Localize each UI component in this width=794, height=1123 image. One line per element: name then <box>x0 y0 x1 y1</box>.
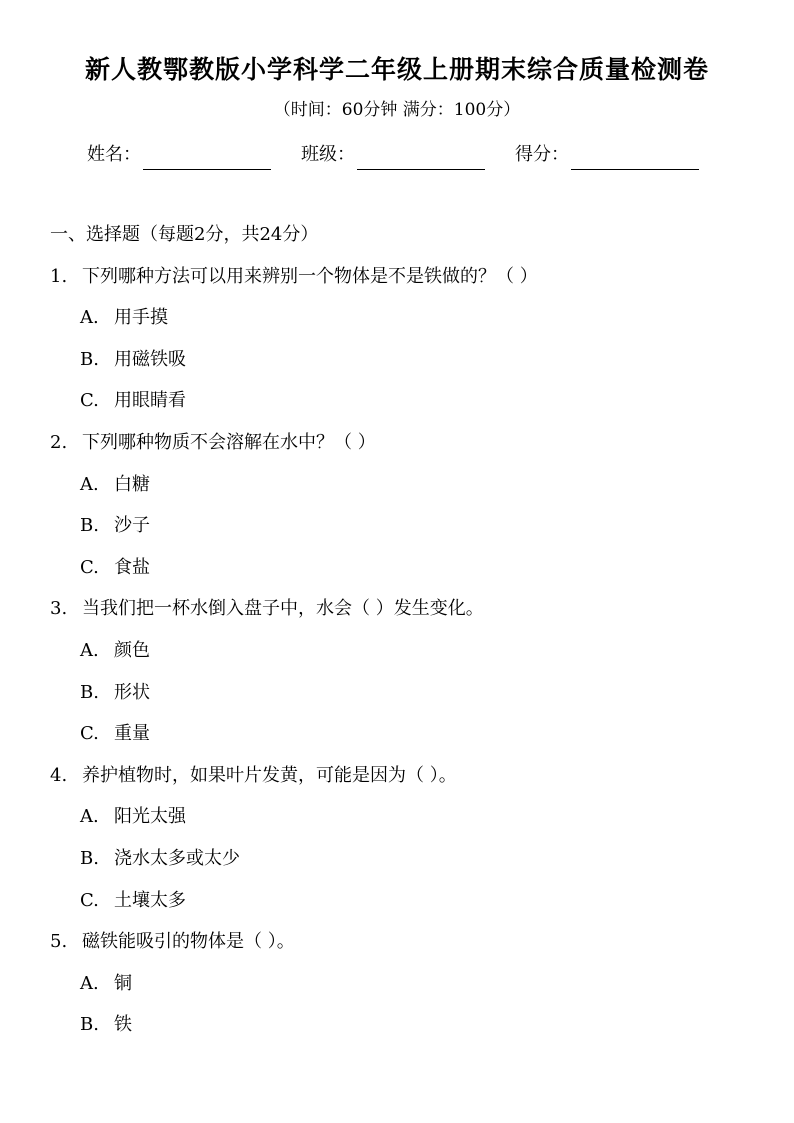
option-text: 土壤太多 <box>114 889 186 911</box>
question <box>50 426 750 468</box>
option-letter: A. <box>80 473 99 495</box>
score-blank[interactable] <box>571 149 699 170</box>
option[interactable] <box>50 551 750 593</box>
option-text: 形状 <box>114 681 150 703</box>
class-field-group <box>301 140 485 170</box>
name-field-group <box>87 140 271 170</box>
question-number: 1. <box>50 265 68 287</box>
question-number: 3. <box>50 598 68 620</box>
option-text: 重量 <box>114 723 150 745</box>
question <box>50 759 750 801</box>
option-text: 浇水太多或太少 <box>114 847 240 869</box>
option-text: 用磁铁吸 <box>114 348 186 370</box>
option[interactable] <box>50 717 750 759</box>
name-blank[interactable] <box>143 149 271 170</box>
name-label: 姓名： <box>87 144 141 165</box>
option-text: 阳光太强 <box>114 806 186 828</box>
question-text: 下列哪种物质不会溶解在水中？（ ） <box>82 431 376 453</box>
option[interactable] <box>50 384 750 426</box>
question-number: 4. <box>50 764 68 786</box>
option-letter: C. <box>80 889 99 911</box>
question-text: 磁铁能吸引的物体是（ ）。 <box>82 931 295 953</box>
option[interactable] <box>50 301 750 343</box>
question <box>50 592 750 634</box>
option-letter: B. <box>80 847 99 869</box>
option[interactable] <box>50 634 750 676</box>
option-text: 颜色 <box>114 639 150 661</box>
question-number: 5. <box>50 931 68 953</box>
question-text: 当我们把一杯水倒入盘子中，水会（ ）发生变化。 <box>82 598 484 620</box>
class-label: 班级： <box>301 144 355 165</box>
option-text: 白糖 <box>114 473 150 495</box>
option[interactable] <box>50 468 750 510</box>
option[interactable] <box>50 1008 750 1050</box>
option-text: 食盐 <box>114 556 150 578</box>
exam-content <box>50 218 750 1050</box>
option-text: 沙子 <box>114 515 150 537</box>
option-letter: C. <box>80 556 99 578</box>
student-info-row <box>87 140 727 172</box>
option-letter: C. <box>80 723 99 745</box>
option-letter: B. <box>80 348 99 370</box>
option-text: 用眼睛看 <box>114 390 186 412</box>
option-letter: A. <box>80 639 99 661</box>
option[interactable] <box>50 676 750 718</box>
option-text: 铜 <box>114 972 132 994</box>
option-letter: B. <box>80 1014 99 1036</box>
exam-subtitle: （时间：60分钟 满分：100分） <box>273 100 521 120</box>
score-field-group <box>515 140 699 170</box>
option-letter: A. <box>80 307 99 329</box>
option[interactable] <box>50 842 750 884</box>
question-text: 养护植物时，如果叶片发黄，可能是因为（ ）。 <box>82 764 457 786</box>
option-letter: A. <box>80 972 99 994</box>
question-text: 下列哪种方法可以用来辨别一个物体是不是铁做的？（ ） <box>82 265 538 287</box>
question <box>50 260 750 302</box>
option[interactable] <box>50 884 750 926</box>
question-number: 2. <box>50 431 68 453</box>
option-letter: C. <box>80 390 99 412</box>
exam-title: 新人教鄂教版小学科学二年级上册期末综合质量检测卷 <box>84 55 709 84</box>
option[interactable] <box>50 967 750 1009</box>
section-heading: 一、选择题（每题2分，共24分） <box>50 224 319 245</box>
class-blank[interactable] <box>357 149 485 170</box>
option[interactable] <box>50 800 750 842</box>
option-text: 用手摸 <box>114 307 168 329</box>
question <box>50 925 750 967</box>
option[interactable] <box>50 343 750 385</box>
option[interactable] <box>50 509 750 551</box>
score-label: 得分： <box>515 144 569 165</box>
option-letter: B. <box>80 681 99 703</box>
option-letter: B. <box>80 515 99 537</box>
option-letter: A. <box>80 806 99 828</box>
option-text: 铁 <box>114 1014 132 1036</box>
